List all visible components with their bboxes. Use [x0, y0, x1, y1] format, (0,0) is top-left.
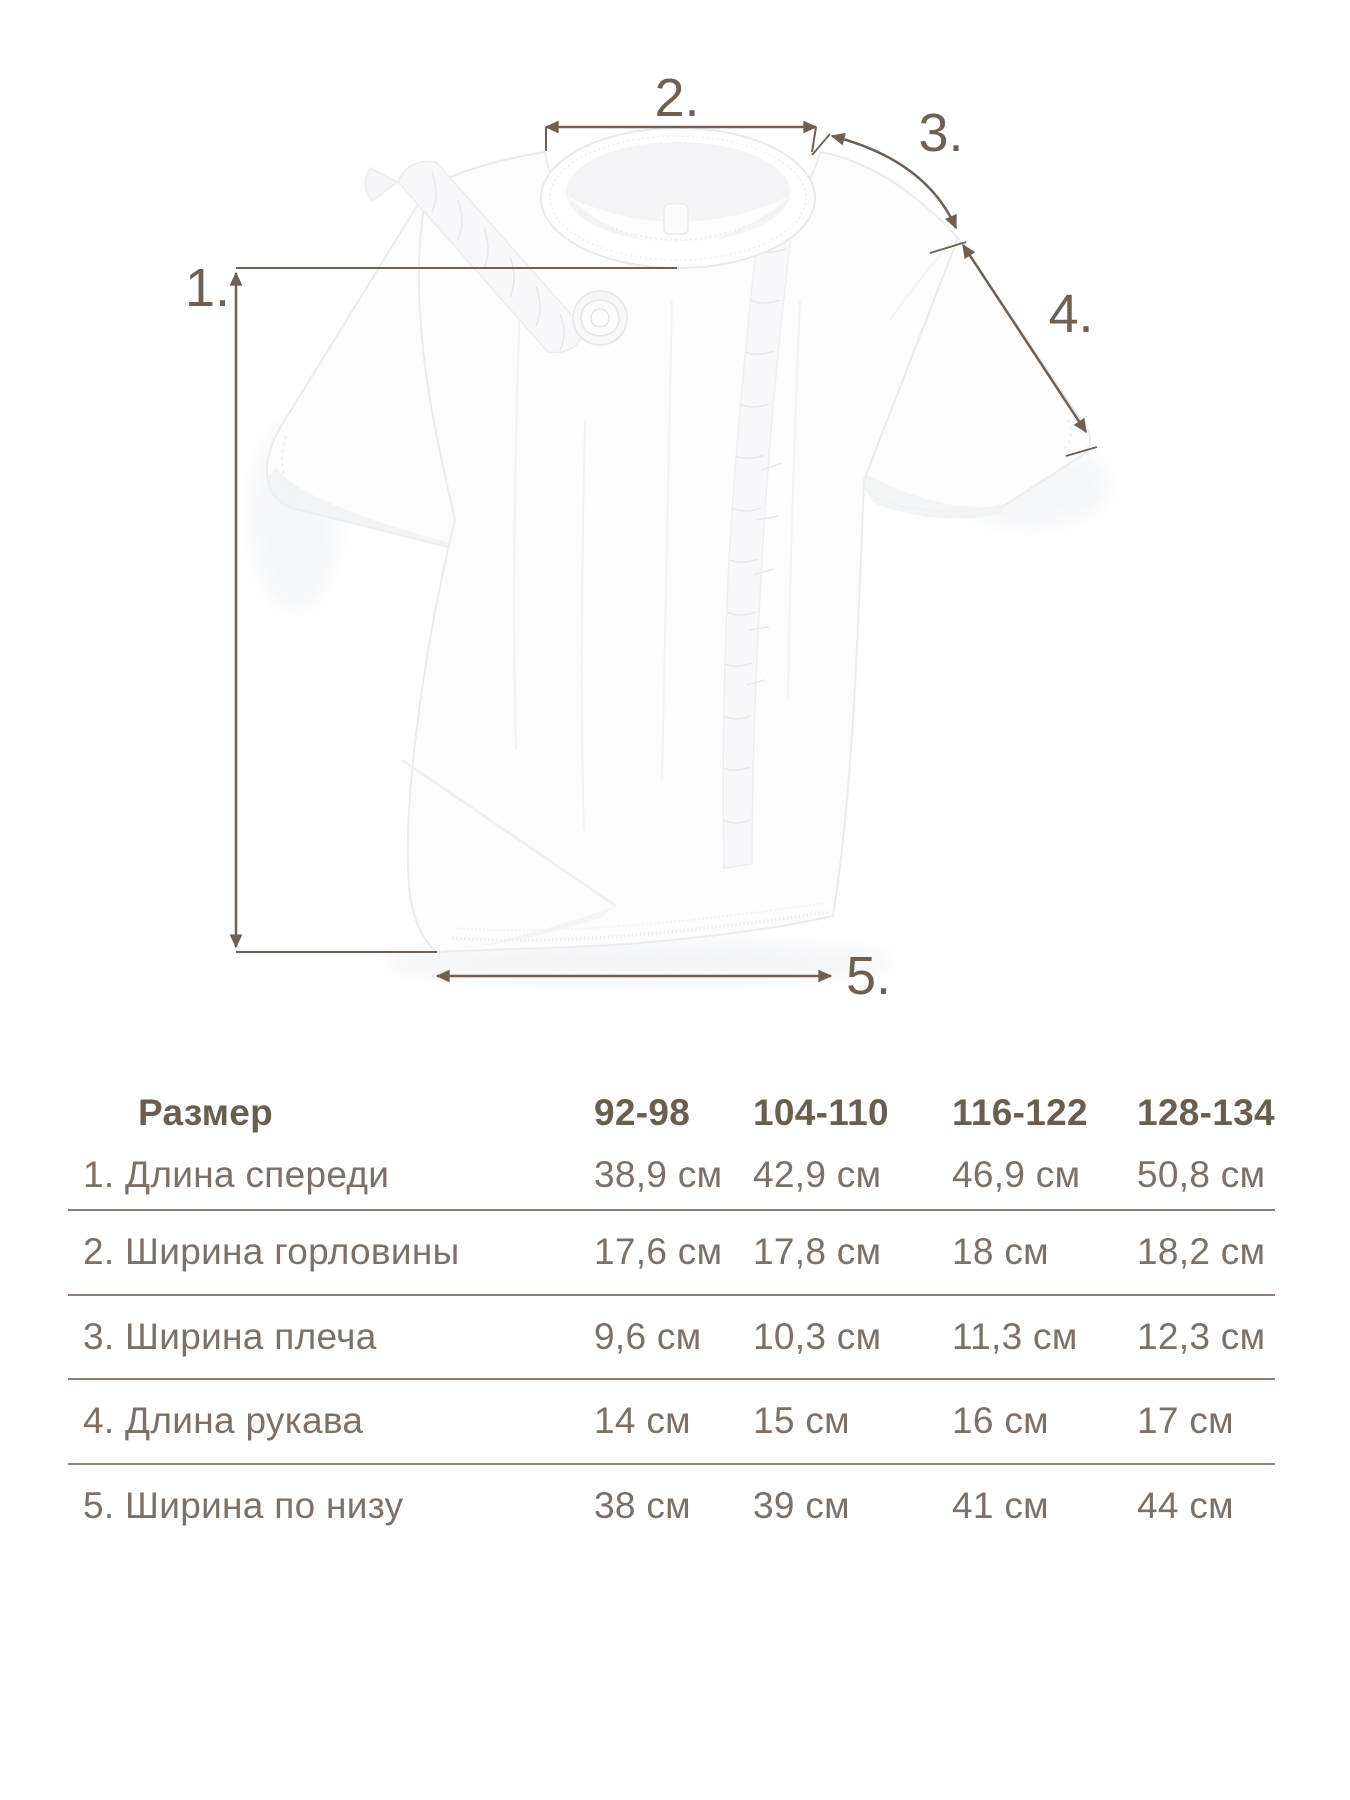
table-row-neck-width	[68, 1209, 1275, 1294]
dimension-label-1: 1.	[184, 258, 230, 318]
table-row-sleeve-length	[68, 1378, 1275, 1463]
row-value: 17,6 см	[594, 1231, 723, 1273]
tshirt-collar	[541, 128, 815, 268]
row-value: 18 см	[952, 1231, 1049, 1273]
table-row-bottom-width	[68, 1463, 1275, 1548]
table-row-shoulder-width	[68, 1294, 1275, 1379]
row-value: 12,3 см	[1137, 1315, 1266, 1357]
row-value: 11,3 см	[952, 1315, 1078, 1357]
row-value: 50,8 см	[1137, 1154, 1266, 1195]
row-value: 9,6 см	[594, 1315, 702, 1357]
dimension-label-5: 5.	[846, 946, 892, 1006]
collar-hang-tab	[664, 204, 688, 234]
flower-applique	[573, 291, 627, 345]
row-value: 17,8 см	[753, 1231, 882, 1273]
table-header-size-104-110: 104-110	[753, 1092, 889, 1133]
row-value: 18,2 см	[1137, 1231, 1266, 1273]
row-value: 14 см	[594, 1400, 691, 1442]
dimension-label-3: 3.	[918, 103, 964, 163]
dimension-label-2: 2.	[654, 68, 700, 128]
row-value: 16 см	[952, 1400, 1049, 1442]
row-value: 15 см	[753, 1400, 850, 1442]
table-header-size-label: Размер	[138, 1092, 274, 1133]
table-header-size-92-98: 92-98	[594, 1092, 691, 1133]
row-value: 39 см	[753, 1485, 850, 1527]
row-label: 2. Ширина горловины	[83, 1231, 460, 1273]
row-label: 3. Ширина плеча	[83, 1315, 377, 1357]
size-table	[68, 1085, 1275, 1547]
dimension-label-4: 4.	[1048, 284, 1094, 344]
table-header-row	[68, 1085, 1275, 1141]
table-header-size-116-122: 116-122	[952, 1092, 1088, 1133]
row-label: 1. Длина спереди	[83, 1154, 390, 1195]
row-value: 44 см	[1137, 1485, 1234, 1527]
row-value: 38,9 см	[594, 1154, 723, 1195]
row-value: 38 см	[594, 1485, 691, 1527]
row-value: 46,9 см	[952, 1154, 1081, 1195]
row-value: 17 см	[1137, 1400, 1234, 1442]
row-label: 5. Ширина по низу	[83, 1485, 404, 1527]
tshirt-illustration	[250, 128, 1110, 982]
table-row-front-length	[68, 1141, 1275, 1209]
row-value: 42,9 см	[753, 1154, 882, 1195]
row-value: 10,3 см	[753, 1315, 882, 1357]
table-header-size-128-134: 128-134	[1137, 1092, 1275, 1133]
row-label: 4. Длина рукава	[83, 1400, 364, 1442]
row-value: 41 см	[952, 1485, 1049, 1527]
